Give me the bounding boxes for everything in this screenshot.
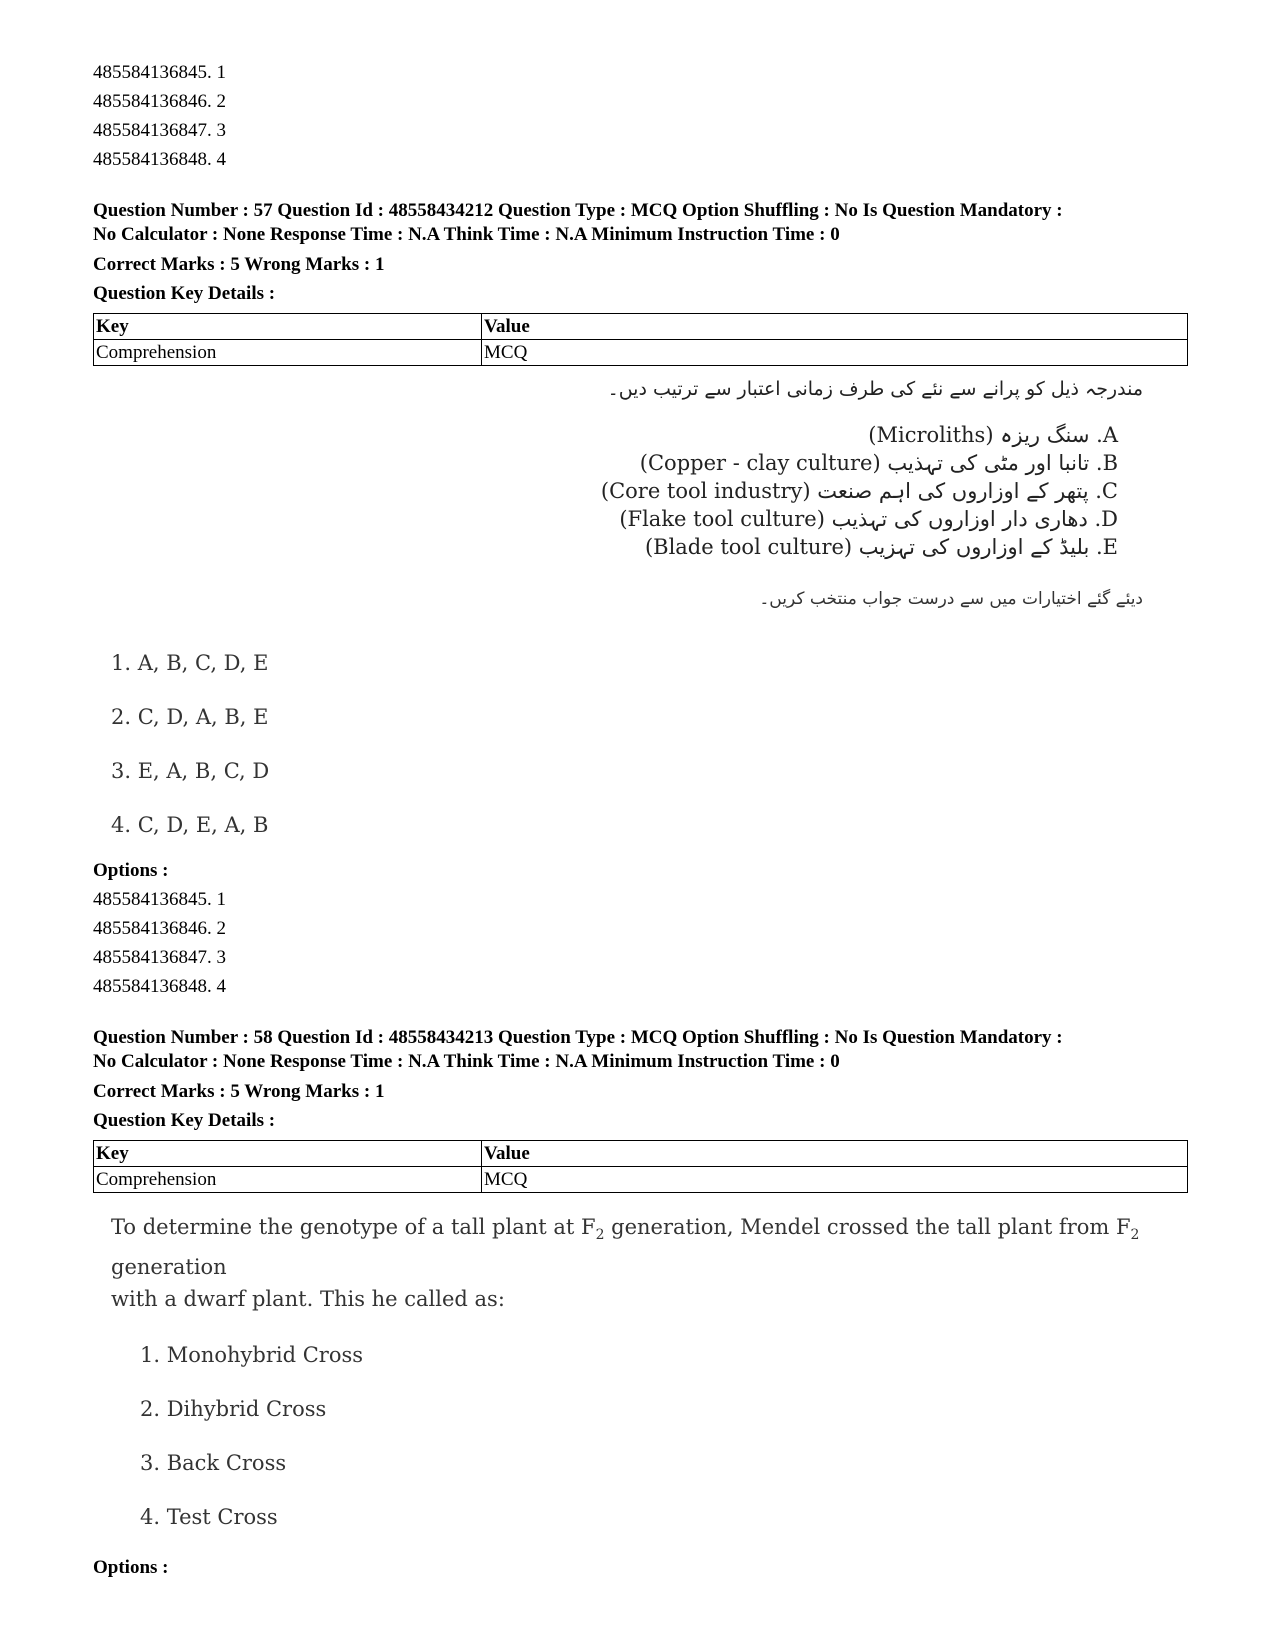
table-header-row [94,314,1188,340]
urdu-items-list [601,421,1118,561]
table-header-value: Value [482,314,1188,340]
answer-choice: 3. Back Cross [140,1451,287,1476]
table-cell-value: MCQ [482,1167,1188,1193]
option-id-line: 485584136846. 2 [93,918,226,939]
question-text-line2: with a dwarf plant. This he called as: [111,1287,505,1312]
question-header-line1: Question Number : 57 Question Id : 48558434212 Question Type : MCQ Option Shuffling : No Is Question Mandatory : [93,200,1063,221]
answer-choice: 1. A, B, C, D, E [111,651,269,675]
document-page [93,58,1188,1582]
table-header-key: Key [94,1141,482,1167]
table-header-row [94,1141,1188,1167]
question-header-line2: No Calculator : None Response Time : N.A Think Time : N.A Minimum Instruction Time : 0 [93,224,840,245]
options-label: Options : [93,1557,169,1579]
question-header-line1: Question Number : 58 Question Id : 48558434213 Question Type : MCQ Option Shuffling : No Is Question Mandatory : [93,1027,1063,1048]
question-text-line1: To determine the genotype of a tall plant at $F_2$ generation, Mendel crossed the tall plant from $F_2$ generation [111,1215,1140,1280]
marks-line: Correct Marks : 5 Wrong Marks : 1 [93,254,385,275]
table-cell-value: MCQ [482,340,1188,366]
options-label: Options : [93,860,169,881]
answer-choices [93,1337,1188,1553]
urdu-item: D. دھاری دار اوزاروں کی تہذیب (Flake tool culture) [619,507,1118,531]
option-id-line: 485584136848. 4 [93,976,226,997]
table-header-value: Value [482,1141,1188,1167]
urdu-item: C. پتھر کے اوزاروں کی اہم صنعت (Core tool industry) [600,479,1118,503]
key-details-label: Question Key Details : [93,1110,276,1131]
table-header-key: Key [94,314,482,340]
answer-choice: 2. Dihybrid Cross [140,1397,327,1422]
question-57 [93,199,1188,1001]
table-cell-key: Comprehension [94,1167,482,1193]
urdu-item: B. تانبا اور مٹی کی تہذیب (Copper - clay culture) [639,451,1118,475]
option-id-line: 485584136845. 1 [93,62,226,83]
option-id-line: 485584136845. 1 [93,889,226,910]
previous-options-list [93,58,1188,174]
table-row [94,340,1188,366]
answer-choice: 3. E, A, B, C, D [111,759,270,783]
option-id-line: 485584136846. 2 [93,91,226,112]
question-58 [93,1026,1188,1582]
question-text [93,1211,1188,1315]
answer-choice: 4. Test Cross [140,1505,278,1530]
answer-choice: 2. C, D, A, B, E [111,705,269,729]
answer-choice: 1. Monohybrid Cross [140,1343,364,1368]
option-id-line: 485584136847. 3 [93,120,226,141]
option-id-line: 485584136848. 4 [93,149,226,170]
option-id-line: 485584136847. 3 [93,947,226,968]
urdu-instruction: دیئے گئے اختیارات میں سے درست جواب منتخب کریں۔ [759,589,1143,609]
key-details-table [93,1140,1188,1193]
question-header-line2: No Calculator : None Response Time : N.A Think Time : N.A Minimum Instruction Time : 0 [93,1051,840,1072]
urdu-question-image [93,366,1188,636]
answer-choice: 4. C, D, E, A, B [111,813,269,837]
urdu-item: A. سنگ ریزہ (Microliths) [868,423,1118,447]
key-details-label: Question Key Details : [93,283,276,304]
table-row [94,1167,1188,1193]
table-cell-key: Comprehension [94,340,482,366]
urdu-question-title: مندرجہ ذیل کو پرانے سے نئے کی طرف زمانی اعتبار سے ترتیب دیں۔ [607,378,1143,400]
marks-line: Correct Marks : 5 Wrong Marks : 1 [93,1081,385,1102]
answer-choices [93,636,1188,852]
urdu-item: E. بلیڈ کے اوزاروں کی تہزیب (Blade tool culture) [644,535,1118,559]
key-details-table [93,313,1188,366]
